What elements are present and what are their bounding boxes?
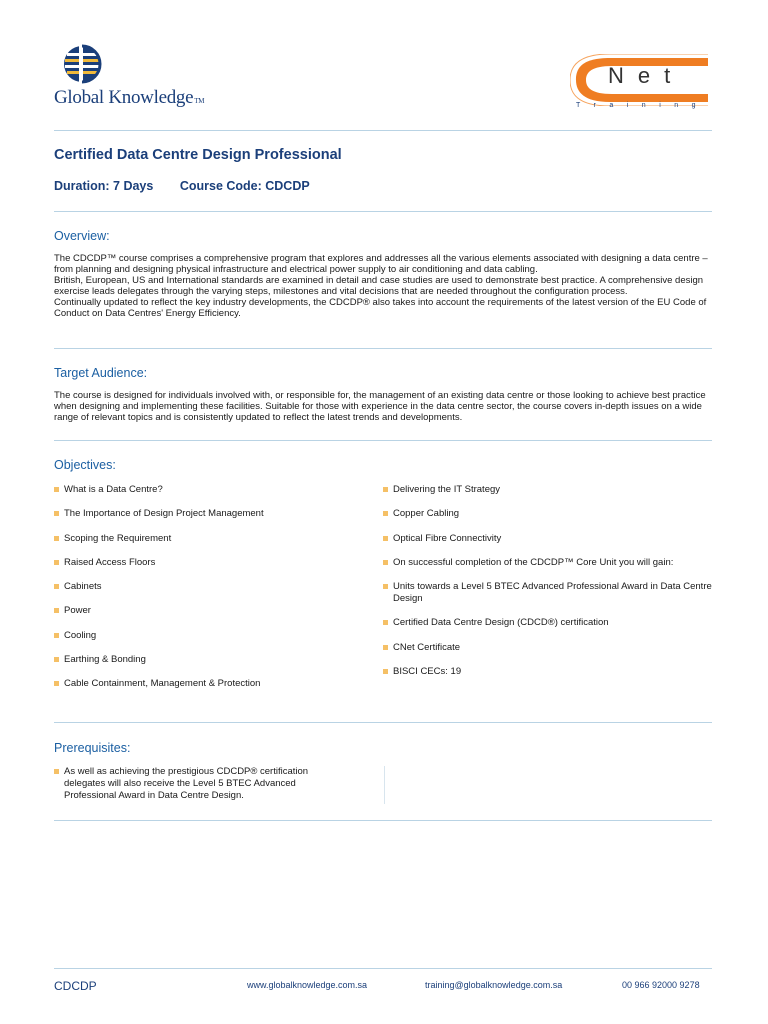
target-audience-heading: Target Audience:	[54, 366, 148, 380]
footer-phone: 00 966 92000 9278	[622, 980, 700, 990]
objective-item: BISCI CECs: 19	[383, 666, 713, 678]
bullet-square-icon	[383, 511, 388, 516]
objective-item: Cabinets	[54, 581, 374, 593]
bullet-square-icon	[54, 769, 59, 774]
bullet-square-icon	[54, 681, 59, 686]
divider	[54, 820, 712, 821]
course-meta	[54, 179, 310, 193]
bullet-square-icon	[383, 560, 388, 565]
prerequisites-heading: Prerequisites:	[54, 741, 131, 755]
column-divider	[384, 766, 385, 804]
footer-course-code: CDCDP	[54, 979, 97, 993]
course-title: Certified Data Centre Design Professional	[54, 147, 342, 163]
bullet-square-icon	[54, 584, 59, 589]
bullet-square-icon	[383, 487, 388, 492]
objective-item: Power	[54, 605, 374, 617]
bullet-square-icon	[54, 633, 59, 638]
global-knowledge-logo	[54, 44, 234, 110]
objective-item: On successful completion of the CDCDP™ Core Unit you will gain:	[383, 557, 713, 569]
divider	[54, 211, 712, 212]
objective-item: Copper Cabling	[383, 508, 713, 520]
objective-item: What is a Data Centre?	[54, 484, 374, 496]
bullet-square-icon	[383, 669, 388, 674]
bullet-square-icon	[383, 584, 388, 589]
overview-heading: Overview:	[54, 229, 110, 243]
overview-paragraph: Continually updated to reflect the key industry developments, the CDCDP® also takes into account the requirements of the latest version of the EU Code of Conduct on Data Centres' Energy Efficiency.	[54, 297, 707, 319]
objective-item: CNet Certificate	[383, 642, 713, 654]
footer-email-link[interactable]: training@globalknowledge.com.sa	[425, 980, 563, 990]
divider	[54, 130, 712, 131]
bullet-square-icon	[54, 511, 59, 516]
bullet-square-icon	[383, 645, 388, 650]
overview-paragraph: British, European, US and International standards are examined in detail and case studies are used to demonstrate best practice. A comprehensive design exercise leads delegates through the varying steps, milestones and vital decisions that are needed throughout the configuration process.	[54, 275, 704, 297]
objective-item: Cable Containment, Management & Protection	[54, 678, 374, 690]
footer-divider	[54, 968, 712, 969]
bullet-square-icon	[54, 608, 59, 613]
target-audience-text: The course is designed for individuals involved with, or responsible for, the management of an existing data centre or those looking to achieve best practice when designing and implementing these facilities. Suitable for those with experience in the data centre sector, the course covers in-depth issues on a wide range of relevant topics and is consistently updated to reflect the latest trends and developments.	[54, 390, 706, 423]
objective-item: Cooling	[54, 630, 374, 642]
bullet-square-icon	[54, 536, 59, 541]
objective-item: The Importance of Design Project Management	[54, 508, 374, 520]
prerequisite-item: As well as achieving the prestigious CDCDP® certification delegates will also receive the Level 5 BTEC Advanced Professional Award in Data Centre Design.	[54, 766, 344, 802]
objective-item: Units towards a Level 5 BTEC Advanced Professional Award in Data Centre Design	[383, 581, 713, 605]
course-duration: Duration: 7 Days	[54, 179, 154, 193]
cnet-training-label: Training	[576, 102, 710, 109]
divider	[54, 348, 712, 349]
objective-item: Earthing & Bonding	[54, 654, 374, 666]
global-knowledge-globe-icon	[62, 44, 102, 84]
footer-website-link[interactable]: www.globalknowledge.com.sa	[247, 980, 368, 990]
course-code: Course Code: CDCDP	[179, 179, 310, 193]
bullet-square-icon	[383, 536, 388, 541]
objective-item: Scoping the Requirement	[54, 533, 374, 545]
divider	[54, 440, 712, 441]
objectives-heading: Objectives:	[54, 458, 116, 472]
objective-item: Certified Data Centre Design (CDCD®) certification	[383, 617, 713, 629]
global-knowledge-wordmark: Global KnowledgeTM	[54, 87, 205, 108]
bullet-square-icon	[54, 560, 59, 565]
bullet-square-icon	[383, 620, 388, 625]
cnet-wordmark: Net	[608, 63, 685, 88]
divider	[54, 722, 712, 723]
cnet-training-logo	[570, 54, 712, 118]
objective-item: Raised Access Floors	[54, 557, 374, 569]
prerequisites-list	[54, 766, 344, 802]
bullet-square-icon	[54, 487, 59, 492]
objectives-left-list	[54, 484, 374, 703]
objective-item: Optical Fibre Connectivity	[383, 533, 713, 545]
overview-paragraph: The CDCDP™ course comprises a comprehensive program that explores and addresses all the various elements associated with designing a data centre – from planning and designing physical infrastructure and electrical power supply to air conditioning and data cabling.	[54, 253, 708, 275]
objectives-right-list	[383, 484, 713, 690]
overview-text	[54, 253, 714, 319]
objective-item: Delivering the IT Strategy	[383, 484, 713, 496]
bullet-square-icon	[54, 657, 59, 662]
